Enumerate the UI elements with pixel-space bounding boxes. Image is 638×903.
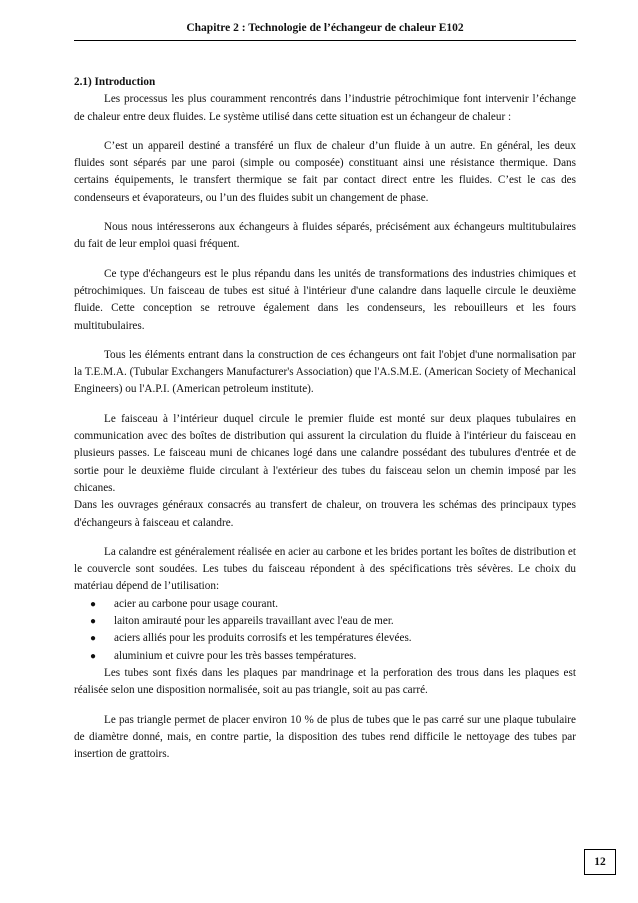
paragraph: Ce type d'échangeurs est le plus répandu dans les unités de transformations des industries chimiques et pétrochimiques. Un faisceau de tubes est situé à l'intérieur d'une calandre dans laquelle circule le deuxième fluide. Cette conception se retrouve également dans les condenseurs, les rebouilleurs et les fours multitubulaires. [74, 267, 576, 332]
list-item [90, 613, 576, 630]
paragraph: C’est un appareil destiné a transféré un flux de chaleur d’un fluide à un autre. En général, les deux fluides sont séparés par une paroi (simple ou composée) constituant ainsi une résistance thermique. Dans certains équipements, le transfert thermique se fait par contact direct entre les fluides. C’est le cas des condenseurs et évaporateurs, ou l’un des fluides subit un changement de phase. [74, 139, 576, 204]
section-title: 2.1) Introduction [74, 76, 156, 88]
paragraph: Nous nous intéresserons aux échangeurs à fluides séparés, précisément aux échangeurs multitubulaires du fait de leur emploi quasi fréquent. [74, 221, 576, 251]
page-number: 12 [584, 849, 616, 875]
paragraph: La calandre est généralement réalisée en acier au carbone et les brides portant les boîtes de distribution et le couvercle sont soudées. Les tubes du faisceau répondent à des spécifications très sévères. Le choix du matériau dépend de l’utilisation: [74, 545, 576, 593]
list-item [90, 630, 576, 647]
list-item [90, 596, 576, 613]
document-body [74, 74, 576, 763]
list-item [90, 648, 576, 665]
paragraph: Les processus les plus couramment rencontrés dans l’industrie pétrochimique font intervenir l’échange de chaleur entre deux fluides. Le système utilisé dans cette situation est un échangeur de chaleur : [74, 93, 576, 123]
paragraph: Les tubes sont fixés dans les plaques par mandrinage et la perforation des trous dans les plaques est réalisée selon une disposition normalisée, soit au pas triangle, soit au pas carré. [74, 666, 576, 697]
list-item-text: acier au carbone pour usage courant. [114, 597, 278, 610]
paragraph: Le pas triangle permet de placer environ 10 % de plus de tubes que le pas carré sur une plaque tubulaire de diamètre donné, mais, en contre partie, la disposition des tubes rend difficile le nettoyage des tubes par insertion de grattoirs. [74, 713, 576, 761]
list-item-text: aluminium et cuivre pour les très basses températures. [114, 649, 357, 662]
bullet-icon: ● [90, 598, 97, 610]
bullet-icon: ● [90, 616, 97, 628]
paragraph: Dans les ouvrages généraux consacrés au transfert de chaleur, on trouvera les schémas des principaux types d'échangeurs à faisceau et calandre. [74, 499, 576, 529]
page-header: Chapitre 2 : Technologie de l’échangeur de chaleur E102 [186, 22, 464, 34]
paragraph: Tous les éléments entrant dans la construction de ces échangeurs ont fait l'objet d'une normalisation par la T.E.M.A. (Tubular Exchangers Manufacturer's Association) que l'A.S.M.E. (American Society of Mechanical Engineers) ou l'A.P.I. (American petroleum institute). [74, 348, 576, 396]
list-item-text: laiton amirauté pour les appareils travaillant avec l'eau de mer. [114, 615, 394, 628]
bullet-icon: ● [90, 650, 97, 662]
bullet-icon: ● [90, 633, 97, 645]
paragraph: Le faisceau à l’intérieur duquel circule le premier fluide est monté sur deux plaques tubulaires en communication avec des boîtes de distribution qui assurent la circulation du fluide à l'intérieur du faisceau en plusieurs passes. Le faisceau muni de chicanes logé dans une calandre possédant des tubulures d'entrée et de sortie pour le deuxième fluide circulant à l'extérieur des tubes du faisceau selon un chemin imposé par les chicanes. [74, 412, 576, 494]
material-list [74, 596, 576, 665]
header-rule [74, 40, 576, 41]
list-item-text: aciers alliés pour les produits corrosifs et les températures élevées. [114, 632, 412, 645]
